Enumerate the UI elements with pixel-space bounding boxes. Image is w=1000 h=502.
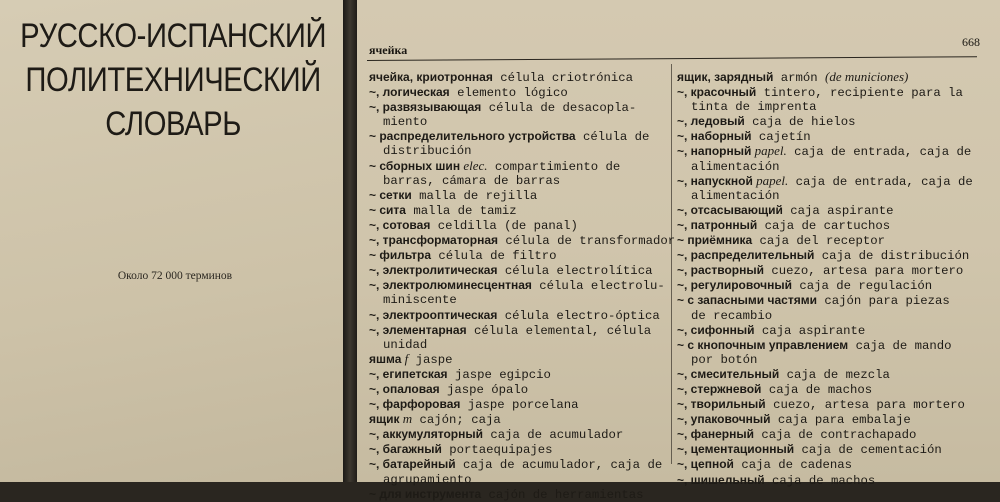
entry-line bbox=[369, 263, 669, 278]
entry-line bbox=[369, 308, 669, 323]
entry-continuation: agrupamiento bbox=[383, 472, 472, 487]
entry-translation: cuezo, artesa para mortero bbox=[763, 264, 964, 279]
entry-translation: caja de hielos bbox=[744, 115, 856, 130]
entry-line bbox=[369, 188, 669, 203]
entry-translation: caja aspirante bbox=[782, 203, 894, 218]
entry-line bbox=[677, 338, 977, 353]
entry-translation: caja de machos bbox=[764, 473, 876, 488]
entry-translation: caja de machos bbox=[761, 382, 873, 397]
entry-label: (de municiones) bbox=[824, 69, 909, 84]
entry-line bbox=[677, 473, 977, 488]
entry-line bbox=[369, 457, 669, 472]
entry-headword: ~, распределительный bbox=[677, 248, 815, 263]
entry-translation: cuezo, artesa para mortero bbox=[765, 398, 965, 413]
entry-headword: ~, электролюминесцентная bbox=[369, 278, 532, 293]
header-rule bbox=[367, 56, 977, 61]
entry-translation: jaspe egipcio bbox=[447, 367, 551, 382]
entry-line bbox=[677, 203, 977, 218]
entry-translation: célula electrolu- bbox=[531, 279, 665, 294]
entry-headword: ящик, зарядный bbox=[677, 70, 774, 84]
entry-line bbox=[369, 487, 669, 502]
entry-headword: яшма bbox=[369, 351, 402, 366]
entry-headword: ~, напускной bbox=[677, 173, 753, 188]
entry-line bbox=[369, 278, 669, 293]
entry-line bbox=[369, 174, 669, 188]
entry-headword: ~, ледовый bbox=[677, 114, 745, 129]
entry-translation: célula de desacopla- bbox=[481, 101, 637, 116]
entry-translation: caja de acumulador, caja de bbox=[455, 458, 663, 473]
entry-translation: caja de entrada, caja de bbox=[786, 145, 972, 160]
entry-headword: ~, регулировочный bbox=[677, 278, 792, 293]
entry-line bbox=[677, 85, 977, 100]
entry-headword: ячейка, криотронная bbox=[369, 70, 493, 84]
column-divider bbox=[671, 64, 672, 464]
entry-headword: ~ с кнопочным управлением bbox=[677, 337, 849, 352]
entry-line bbox=[677, 323, 977, 338]
entry-line bbox=[677, 353, 977, 367]
entry-line bbox=[677, 427, 977, 442]
entry-headword: ~, растворный bbox=[677, 263, 764, 278]
entry-line bbox=[677, 248, 977, 263]
entry-translation: caja de cementación bbox=[794, 443, 942, 458]
entry-headword: ~ сборных шин bbox=[369, 158, 461, 173]
entry-headword: ~ фильтра bbox=[369, 248, 432, 263]
entry-headword: ~, аккумуляторный bbox=[369, 427, 483, 442]
entry-translation: célula de bbox=[575, 130, 650, 145]
entry-line bbox=[369, 100, 669, 115]
entry-line bbox=[677, 233, 977, 248]
entry-headword: ~ для инструмента bbox=[369, 486, 482, 501]
entry-headword: ~, смесительный bbox=[677, 366, 780, 381]
entry-line bbox=[677, 114, 977, 129]
entry-line bbox=[677, 100, 977, 114]
entry-headword: ~, отсасывающий bbox=[677, 202, 783, 217]
entry-translation: célula electrolítica bbox=[497, 264, 653, 279]
entry-line bbox=[677, 129, 977, 144]
right-column bbox=[677, 70, 977, 488]
entry-line bbox=[677, 442, 977, 457]
entry-headword: ~ с запасными частями bbox=[677, 293, 817, 308]
entry-translation: elemento lógico bbox=[449, 86, 568, 101]
entry-line bbox=[369, 85, 669, 100]
entry-line bbox=[369, 338, 669, 352]
entry-headword: ~ приёмника bbox=[677, 233, 753, 248]
entry-headword: ~, сотовая bbox=[369, 217, 431, 232]
entry-line bbox=[369, 473, 669, 487]
entry-translation: cajón; caja bbox=[412, 413, 501, 428]
entry-translation: tintero, recipiente para la bbox=[756, 86, 963, 101]
entry-continuation: barras, cámara de barras bbox=[383, 173, 561, 188]
book-title-line: СЛОВАРЬ bbox=[105, 105, 242, 143]
entry-translation: jaspe bbox=[408, 352, 453, 367]
entry-headword: ~, красочный bbox=[677, 85, 757, 100]
entry-line bbox=[677, 70, 977, 85]
entry-line bbox=[677, 397, 977, 412]
entry-line bbox=[677, 263, 977, 278]
entry-translation: cajetín bbox=[751, 130, 811, 145]
entry-continuation: por botón bbox=[691, 352, 758, 367]
entry-translation: caja del receptor bbox=[752, 234, 885, 249]
entry-line bbox=[677, 293, 977, 308]
entry-continuation: miento bbox=[383, 115, 428, 130]
entry-line bbox=[677, 218, 977, 233]
entry-line bbox=[369, 203, 669, 218]
entry-headword: ~, цементационный bbox=[677, 442, 795, 457]
entry-continuation: tinta de imprenta bbox=[691, 100, 817, 115]
entry-label: elec. bbox=[460, 157, 488, 173]
entry-line bbox=[369, 427, 669, 442]
entry-headword: ~, развязывающая bbox=[369, 100, 482, 115]
entry-headword: ~, логическая bbox=[369, 85, 450, 100]
entry-line bbox=[369, 323, 669, 338]
entry-line bbox=[677, 144, 977, 159]
entry-line bbox=[677, 278, 977, 293]
entry-headword: ~, багажный bbox=[369, 442, 442, 457]
entry-headword: ~ распределительного устройства bbox=[369, 129, 576, 144]
entry-translation: caja para embalaje bbox=[770, 413, 911, 428]
entry-headword: ~, творильный bbox=[677, 397, 766, 412]
entry-headword: ~ сетки bbox=[369, 187, 412, 202]
entry-translation: armón bbox=[773, 71, 825, 85]
entry-line bbox=[369, 233, 676, 249]
entry-translation: célula elemental, célula bbox=[466, 323, 652, 338]
entry-line bbox=[677, 174, 977, 189]
entry-headword: ~, стержневой bbox=[677, 381, 762, 396]
entry-line bbox=[677, 382, 977, 397]
entry-translation: caja de cadenas bbox=[733, 458, 853, 473]
entry-headword: ~, египетская bbox=[369, 366, 448, 381]
entry-headword: ~, фанерный bbox=[677, 427, 754, 442]
entry-continuation: alimentación bbox=[691, 159, 780, 174]
entry-headword: ~, шишельный bbox=[677, 472, 765, 487]
entry-translation: jaspe porcelana bbox=[460, 398, 579, 413]
entry-continuation: de recambio bbox=[691, 308, 773, 323]
entry-line bbox=[677, 412, 977, 427]
entry-line bbox=[369, 352, 669, 367]
entry-translation: compartimiento de bbox=[487, 159, 621, 174]
entry-headword: ~, батарейный bbox=[369, 457, 456, 472]
entry-translation: caja de acumulador bbox=[483, 428, 624, 443]
term-count: Около 72 000 терминов bbox=[117, 270, 233, 282]
entry-translation: portaequipajes bbox=[441, 443, 553, 458]
entry-translation: jaspe ópalo bbox=[439, 382, 529, 397]
dictionary-page bbox=[357, 0, 1000, 502]
entry-line bbox=[369, 218, 669, 233]
entry-translation: célula criotrónica bbox=[492, 71, 634, 85]
entry-headword: ~, трансформаторная bbox=[369, 233, 499, 248]
entry-label: papel. bbox=[751, 143, 787, 159]
entry-label: f bbox=[401, 350, 409, 366]
left-column bbox=[369, 70, 676, 502]
book-spine bbox=[343, 0, 357, 482]
entry-line bbox=[369, 115, 669, 129]
entry-line bbox=[369, 412, 669, 427]
entry-continuation: miniscente bbox=[383, 293, 457, 308]
book-title bbox=[8, 14, 338, 146]
entry-translation: caja de mando bbox=[848, 338, 952, 353]
entry-translation: malla de rejilla bbox=[411, 188, 538, 203]
entry-line bbox=[369, 367, 669, 382]
entry-translation: malla de tamiz bbox=[405, 203, 517, 218]
entry-translation: celdilla (de panal) bbox=[430, 218, 578, 233]
book-title-line: ПОЛИТЕХНИЧЕСКИЙ bbox=[25, 61, 321, 99]
entry-headword: ~, сифонный bbox=[677, 322, 755, 337]
entry-translation: cajón para piezas bbox=[816, 294, 950, 309]
entry-line bbox=[369, 248, 669, 263]
entry-line bbox=[369, 442, 669, 457]
entry-label: m bbox=[399, 411, 413, 427]
entry-translation: caja de regulación bbox=[791, 279, 933, 294]
entry-translation: cajón de herramientas bbox=[481, 487, 644, 502]
entry-translation: caja de contrachapado bbox=[753, 428, 917, 443]
entry-translation: caja de entrada, caja de bbox=[788, 174, 973, 189]
entry-headword: ~, фарфоровая bbox=[369, 397, 461, 412]
entry-headword: ~, упаковочный bbox=[677, 412, 771, 427]
entry-headword: ящик bbox=[369, 412, 400, 427]
book-title-line: РУССКО-ИСПАНСКИЙ bbox=[20, 17, 327, 55]
entry-line bbox=[369, 70, 669, 85]
entry-translation: célula electro-óptica bbox=[497, 308, 660, 323]
entry-headword: ~, цепной bbox=[677, 457, 734, 472]
entry-line bbox=[677, 309, 977, 323]
entry-line bbox=[677, 367, 977, 382]
entry-line bbox=[369, 397, 669, 412]
entry-translation: caja de mezcla bbox=[779, 367, 890, 382]
entry-continuation: distribución bbox=[383, 144, 472, 159]
entry-headword: ~, электрооптическая bbox=[369, 307, 498, 322]
entry-continuation: unidad bbox=[383, 337, 428, 352]
entry-headword: ~, опаловая bbox=[369, 381, 440, 396]
entry-translation: caja aspirante bbox=[754, 323, 866, 338]
entry-translation: célula de transformador bbox=[498, 234, 676, 249]
entry-headword: ~, элементарная bbox=[369, 322, 467, 337]
entry-line bbox=[677, 160, 977, 174]
entry-line bbox=[369, 293, 669, 307]
entry-continuation: alimentación bbox=[691, 188, 780, 203]
entry-line bbox=[677, 457, 977, 472]
entry-headword: ~, напорный bbox=[677, 144, 752, 159]
entry-headword: ~ сита bbox=[369, 202, 406, 217]
title-page bbox=[0, 0, 343, 482]
entry-translation: caja de cartuchos bbox=[757, 218, 891, 233]
entry-headword: ~, электролитическая bbox=[369, 263, 498, 278]
entry-line bbox=[677, 189, 977, 203]
entry-line bbox=[369, 159, 669, 174]
entry-headword: ~, наборный bbox=[677, 129, 752, 144]
entry-label: papel. bbox=[752, 172, 789, 188]
entry-translation: célula de filtro bbox=[431, 249, 557, 264]
page-number: 668 bbox=[962, 35, 980, 49]
entry-line bbox=[369, 382, 669, 397]
entry-translation: caja de distribución bbox=[814, 249, 970, 264]
running-head: ячейка bbox=[369, 43, 408, 57]
entry-headword: ~, патронный bbox=[677, 217, 758, 232]
entry-line bbox=[369, 129, 669, 144]
entry-line bbox=[369, 144, 669, 158]
